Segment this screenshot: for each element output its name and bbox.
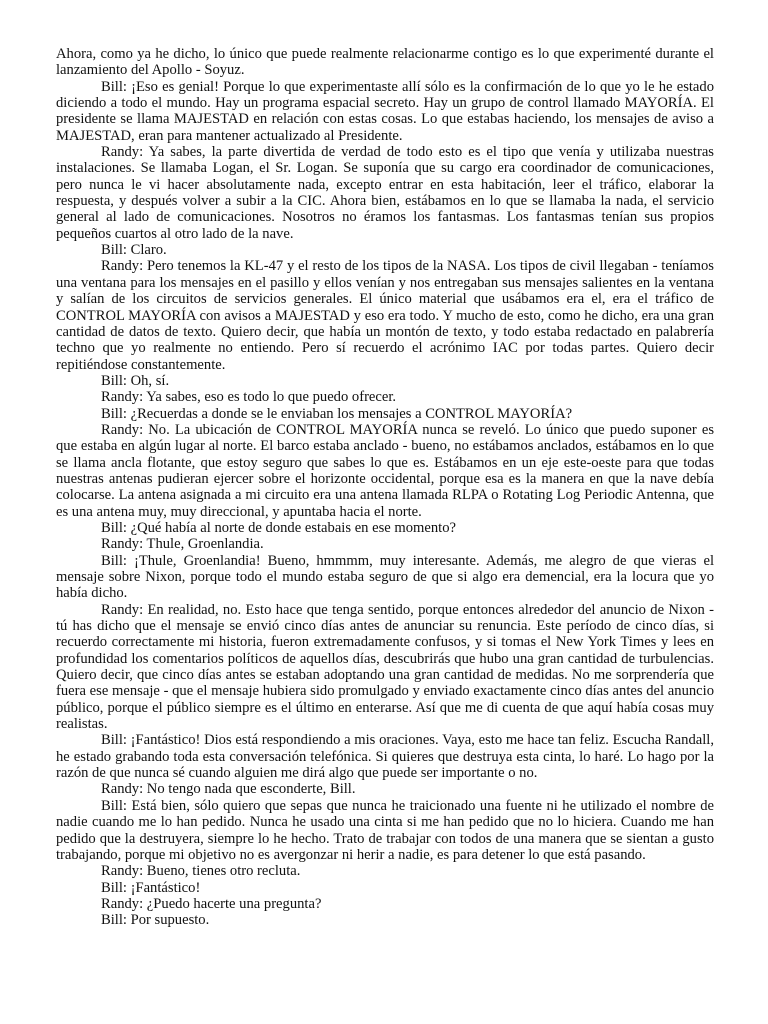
paragraph: Randy: Ya sabes, eso es todo lo que puedo ofrecer. (101, 389, 397, 406)
paragraph: Ahora, como ya he dicho, lo único que puede realmente relacionarme contigo es lo que experimenté durante el lanzamiento del Apollo - Soyuz. (56, 46, 714, 79)
paragraph: Randy: No. La ubicación de CONTROL MAYORÍA nunca se reveló. Lo único que puedo suponer es que estaba en algún lugar al norte. El barco estaba anclado - bueno, no estábamos anclados, estábamos en lo que se llama ancla flotante, que estoy seguro que sabes lo que es. Estábamos en un eje este-oeste para que todas nuestras antenas pudieran ejercer sobre el horizonte occidental, porque esa es la manera en que la nave debía colocarse. La antena asignada a mi circuito era una antena llamada RLPA o Rotating Log Periodic Antenna, que es una antena muy, muy direccional, y apuntaba hacia el norte. (56, 421, 714, 520)
paragraph: Randy: En realidad, no. Esto hace que tenga sentido, porque entonces alrededor del anuncio de Nixon - tú has dicho que el mensaje se envió cinco días antes de anunciar su renuncia. Este período de cinco días, si recuerdo correctamente mi historia, fueron extremadamente confusos, y si tomas el New York Times y lees en profundidad los comentarios políticos de aquellos días, descubrirás que hubo una gran cantidad de turbulencias. Quiero decir, que cinco días antes se estaban adoptando una gran cantidad de medidas. No me sorprendería que fuera ese mensaje - que el mensaje hubiera sido promulgado y enviado exactamente cinco días antes del anuncio público, porque el público siempre es el último en enterarse. Así que me di cuenta de que aquí había cosas muy realistas. (56, 601, 714, 733)
paragraph: Bill: Oh, sí. (101, 372, 170, 389)
paragraph: Randy: Bueno, tienes otro recluta. (101, 863, 301, 880)
paragraph: Bill: ¡Thule, Groenlandia! Bueno, hmmmm, muy interesante. Además, me alegro de que vieras el mensaje sobre Nixon, porque todo el mundo estaba seguro de que si algo era demencial, era la locura que yo había dicho. (56, 552, 714, 602)
paragraph: Randy: Ya sabes, la parte divertida de verdad de todo esto es el tipo que venía y utilizaba nuestras instalaciones. Se llamaba Logan, el Sr. Logan. Se suponía que su cargo era coordinador de comunicaciones, pero nunca le vi hacer absolutamente nada, excepto entrar en esta habitación, leer el tráfico, elaborar la respuesta, y después volver a subir a la CIC. Ahora bien, estábamos en lo que se llamaba la nada, el servicio general al lado de comunicaciones. Nosotros no éramos los fantasmas. Los fantasmas tenían sus propios pequeños cuartos al otro lado de la nave. (56, 144, 714, 242)
paragraph: Randy: Pero tenemos la KL-47 y el resto de los tipos de la NASA. Los tipos de civil llegaban - teníamos una ventana para los mensajes en el pasillo y ellos venían y nos entregaban sus mensajes salientes en la ventana y salían de los circuitos de servicios generales. El único material que usábamos era el, era el tráfico de CONTROL MAYORÍA con avisos a MAJESTAD y eso era todo. Y mucho de esto, como he dicho, era una gran cantidad de datos de texto. Quiero decir, que había un montón de texto, y todo estaba redactado en palabrería techno que yo realmente no entiendo. Pero sí recuerdo el acrónimo IAC por todas partes. Quiero decir repitiéndose constantemente. (56, 258, 714, 373)
paragraph: Bill: Por supuesto. (101, 912, 210, 929)
paragraph: Bill: ¡Eso es genial! Porque lo que experimentaste allí sólo es la confirmación de lo que yo le he estado diciendo a todo el mundo. Hay un programa espacial secreto. Hay un grupo de control llamado MAYORÍA. El presidente se llama MAJESTAD en relación con estas cosas. Lo que estabas haciendo, los mensajes de aviso a MAJESTAD, eran para mantener actualizado al Presidente. (56, 78, 714, 144)
paragraph: Bill: ¡Fantástico! (101, 879, 201, 896)
paragraph: Randy: Thule, Groenlandia. (101, 536, 264, 553)
paragraph: Bill: ¡Fantástico! Dios está respondiendo a mis oraciones. Vaya, esto me hace tan feliz. Escucha Randall, he estado grabando toda esta conversación telefónica. Si quieres que destruya esta cinta, lo haré. Lo hago por la razón de que nunca sé cuando alguien me dirá algo que puede ser importante o no. (56, 732, 714, 782)
paragraph: Bill: Claro. (101, 242, 167, 259)
paragraph: Randy: ¿Puedo hacerte una pregunta? (101, 895, 322, 912)
paragraph: Randy: No tengo nada que esconderte, Bill. (101, 781, 356, 798)
paragraph: Bill: ¿Qué había al norte de donde estabais en ese momento? (101, 519, 456, 536)
paragraph: Bill: ¿Recuerdas a donde se le enviaban los mensajes a CONTROL MAYORÍA? (101, 405, 573, 422)
paragraph: Bill: Está bien, sólo quiero que sepas que nunca he traicionado una fuente ni he utilizado el nombre de nadie cuando me lo han pedido. Nunca he usado una cinta si me han pedido que no lo hiciera. Cuando me han pedido que la destruyera, siempre lo he hecho. Trato de trabajar con todos de una manera que se sientan a gusto trabajando, porque mi objetivo no es avergonzar ni herir a nadie, es para detener lo que está pasando. (56, 797, 714, 863)
